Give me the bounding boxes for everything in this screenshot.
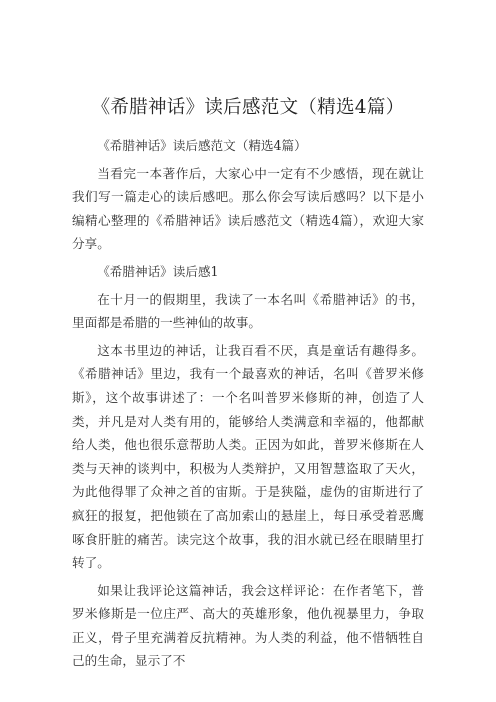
body-paragraph-1: 在十月一的假期里，我读了一本名叫《希腊神话》的书，里面都是希腊的一些神仙的故事。: [72, 291, 424, 331]
document-title: 《希腊神话》读后感范文（精选4篇）: [91, 97, 405, 118]
body-paragraph-2: 这本书里边的神话，让我百看不厌，真是童话有趣得多。《希腊神话》里边，我有一个最喜欢的神话，名叫《普罗米修斯》，这个故事讲述了：一个名叫普罗米修斯的神，创造了人类，并凡是对人类有用的，能够给人类满意和幸福的，他都献给人类，他也很乐意帮助人类。正因为如此，普罗米修斯在人类与天神的谈判中，积极为人类辩护，又用智慧盗取了天火，为此他得罪了众神之首的宙斯。于是狭隘，虚伪的宙斯进行了疯狂的报复，把他锁在了高加索山的悬崖上，每日承受着恶鹰啄食肝脏的痛苦。读完这个故事，我的泪水就已经在眼睛里打转了。: [72, 342, 424, 571]
section-heading: 《希腊神话》读后感1: [97, 263, 219, 279]
subtitle-paragraph: 《希腊神话》读后感范文（精选4篇）: [97, 138, 307, 153]
body-paragraph-3: 如果让我评论这篇神话，我会这样评论：在作者笔下，普罗米修斯是一位庄严、高大的英雄形象，他仇视暴里力，争取正义，骨子里充满着反抗精神。为人类的利益，他不惜牺牲自己的生命，显示了不: [72, 582, 424, 669]
intro-paragraph: 当看完一本著作后，大家心中一定有不少感悟，现在就让我们写一篇走心的读后感吧。那么你会写读后感吗？以下是小编精心整理的《希腊神话》读后感范文（精选4篇），欢迎大家分享。: [72, 165, 424, 252]
